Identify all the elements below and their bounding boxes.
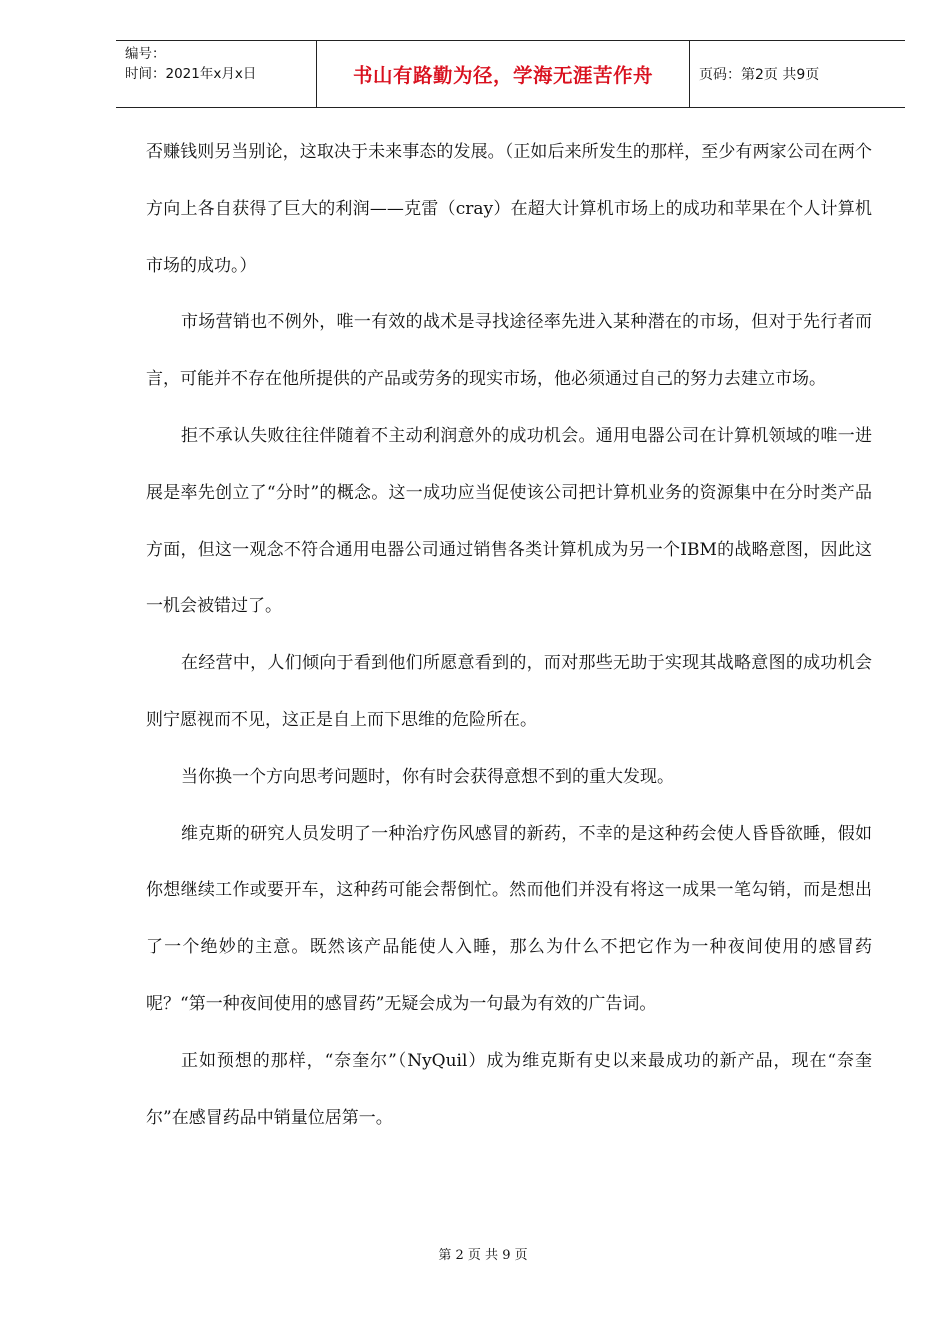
- paragraph-5: 当你换一个方向思考问题时，你有时会获得意想不到的重大发现。: [181, 766, 674, 787]
- header-meta: [116, 41, 316, 107]
- paragraph-7: 正如预想的那样，“奈奎尔”（NyQuil）成为维克斯有史以来最成功的新产品，现在“奈奎尔”在感冒药品中销量位居第一。: [146, 1050, 872, 1128]
- header-motto: 书山有路勤为径，学海无涯苦作舟: [316, 41, 690, 107]
- document-body: [146, 124, 872, 1146]
- page-footer: 第 2 页 共 9 页: [438, 1248, 528, 1263]
- paragraph-2: 市场营销也不例外，唯一有效的战术是寻找途径率先进入某种潜在的市场，但对于先行者而言，可能并不存在他所提供的产品或劳务的现实市场，他必须通过自己的努力去建立市场。: [146, 312, 872, 390]
- paragraph-4: 在经营中，人们倾向于看到他们所愿意看到的，而对那些无助于实现其战略意图的成功机会则宁愿视而不见，这正是自上而下思维的危险所在。: [146, 653, 872, 730]
- page-header: [116, 40, 905, 108]
- paragraph-3: 拒不承认失败往往伴随着不主动利润意外的成功机会。通用电器公司在计算机领域的唯一进展是率先创立了“分时”的概念。这一成功应当促使该公司把计算机业务的资源集中在分时类产品方面，但这一观念不符合通用电器公司通过销售各类计算机成为另一个IBM的战略意图，因此这一机会被错过了。: [146, 425, 872, 617]
- number-label: 编号：: [125, 46, 166, 62]
- paragraph-6: 维克斯的研究人员发明了一种治疗伤风感冒的新药，不幸的是这种药会使人昏昏欲睡，假如你想继续工作或要开车，这种药可能会帮倒忙。然而他们并没有将这一成果一笔勾销，而是想出了一个绝妙的主意。既然该产品能使人入睡，那么为什么不把它作为一种夜间使用的感冒药呢？“第一种夜间使用的感冒药”无疑会成为一句最为有效的广告词。: [146, 823, 872, 1014]
- header-page-info: 页码：第2页 共9页: [699, 67, 820, 83]
- time-label: 时间：2021年x月x日: [125, 66, 257, 82]
- paragraph-1: 否赚钱则另当别论，这取决于未来事态的发展。（正如后来所发生的那样，至少有两家公司在两个方向上各自获得了巨大的利润——克雷（cray）在超大计算机市场上的成功和苹果在个人计算机市场的成功。）: [146, 142, 872, 276]
